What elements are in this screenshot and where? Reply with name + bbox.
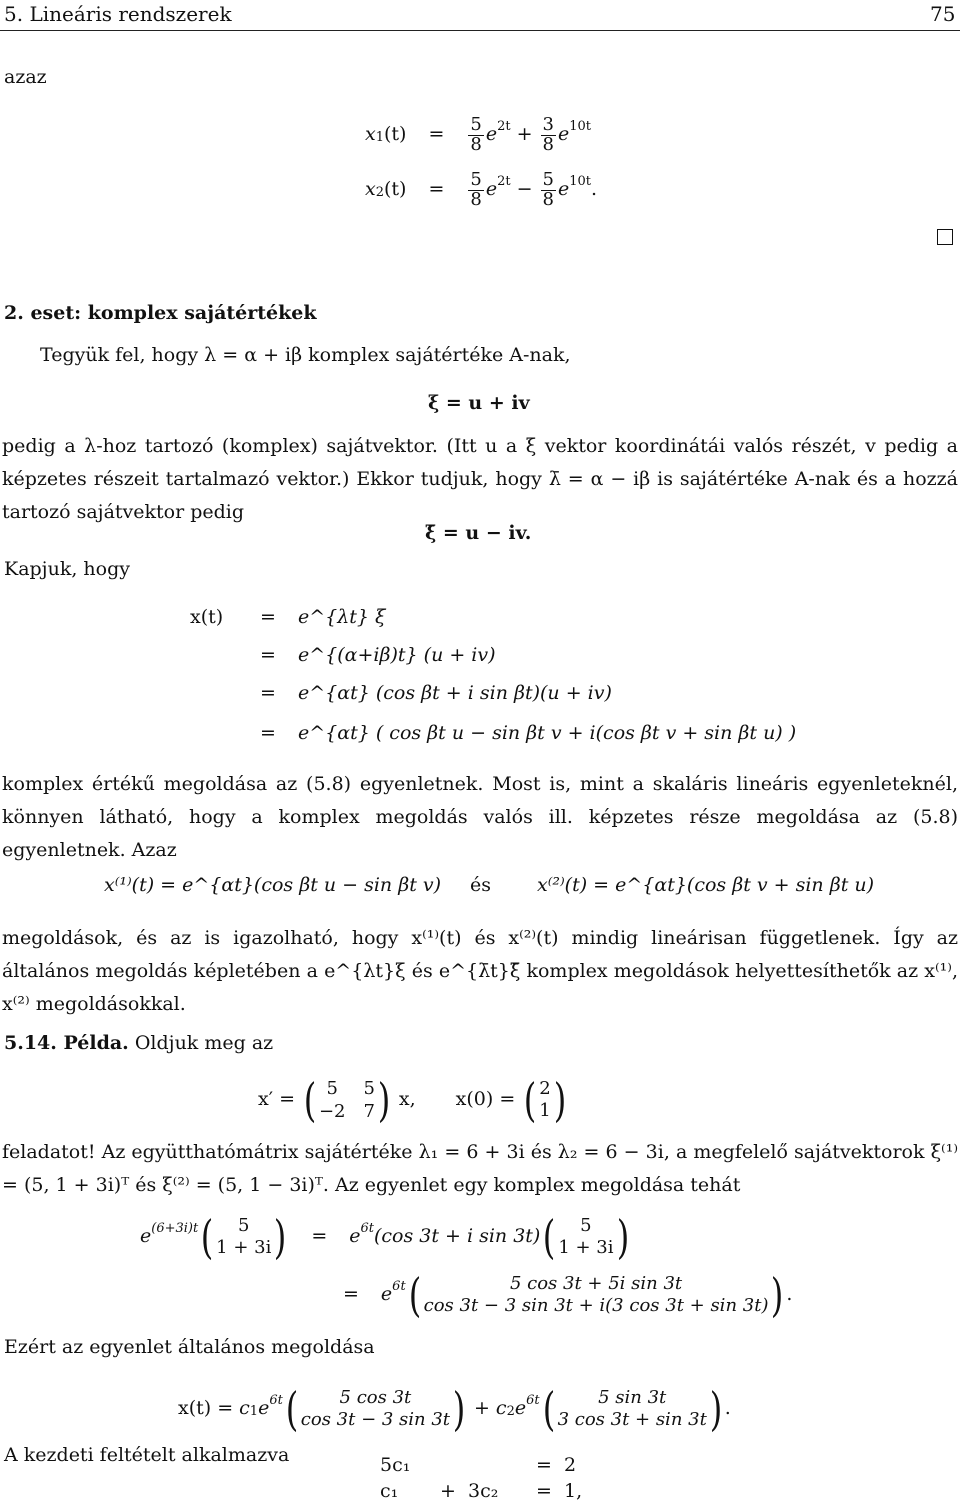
intro-word: azaz — [4, 66, 47, 88]
kapjuk-text: Kapjuk, hogy — [4, 558, 130, 580]
case2-line1: Tegyük fel, hogy λ = α + iβ komplex sajátértéke A-nak, — [40, 344, 571, 366]
derivation-row-2: e^{(α+iβ)t} (u + iv) — [298, 644, 496, 666]
example-system: x′ = ( 5 5 −2 7 ) x, x(0) = ( 2 1 ) — [258, 1072, 569, 1128]
solution-and: és — [470, 874, 491, 896]
complex-solution-row2: = e 6t ( 5 cos 3t + 5i sin 3t cos 3t − 3 sin 3t + i(3 cos 3t + sin 3t) ) . — [343, 1268, 793, 1322]
initial-label: A kezdeti feltételt alkalmazva — [4, 1444, 290, 1466]
case2-heading: 2. eset: komplex sajátértékek — [4, 302, 317, 324]
coefficient-matrix: ( 5 5 −2 7 ) — [303, 1073, 391, 1127]
derivation-row-3: e^{αt} (cos βt + i sin βt)(u + iv) — [298, 682, 612, 704]
derivation-row-1: e^{λt} ξ — [298, 606, 386, 628]
derivation-eq-3: = — [260, 682, 276, 704]
xibar-equation: ξ̄ = u − iv. — [425, 522, 532, 544]
case2-paragraph: pedig a λ-hoz tartozó (komplex) sajátvektor. (Itt u a ξ vektor koordinátái valós részét, v pedig a képzetes részeit tartalmazó vektor.) Ekkor tudjuk, hogy λ̄ = α − iβ is sajátértéke A-nak és a hozzá tartozó sajátvektor pedig — [2, 435, 958, 523]
page-number: 75 — [930, 2, 956, 26]
complex-solution-row1: e (6+3i)t ( 5 1 + 3i ) = e 6t (cos 3t + i sin 3t) ( 5 1 + 3i ) — [140, 1210, 629, 1264]
running-header-title: 5. Lineáris rendszerek — [4, 2, 232, 26]
paragraph-4: feladatot! Az együtthatómátrix sajátértéke λ₁ = 6 + 3i és λ₂ = 6 − 3i, a megfelelő sajátvektorok ξ⁽¹⁾ = (5, 1 + 3i)ᵀ és ξ⁽²⁾ = (5, 1 − 3i)ᵀ. Az egyenlet egy komplex megoldása tehát — [2, 1141, 958, 1196]
initial-vector: ( 2 1 ) — [523, 1073, 566, 1127]
header-rule — [0, 30, 960, 31]
derivation-eq-4: = — [260, 722, 276, 744]
derivation-row-4: e^{αt} ( cos βt u − sin βt v + i(cos βt v + sin βt u) ) — [298, 722, 797, 744]
paragraph-3: megoldások, és az is igazolható, hogy x⁽¹⁾(t) és x⁽²⁾(t) mindig lineárisan függetlenek. Így az általános megoldás képletében a e^{λt}ξ és e^{λ̄t}ξ̄ komplex megoldások helyettesíthetők az x⁽¹⁾, x⁽²⁾ megoldásokkal. — [2, 927, 958, 1015]
general-label: Ezért az egyenlet általános megoldása — [4, 1336, 375, 1358]
derivation-lhs: x(t) — [190, 606, 224, 628]
final-system: 5c₁ = 2 c₁ + 3c₂ = 1, — [380, 1454, 583, 1502]
paragraph-2: komplex értékű megoldása az (5.8) egyenletnek. Most is, mint a skaláris lineáris egyenleteknél, könnyen látható, hogy a komplex megoldás valós ill. képzetes része megoldása az (5.8) egyenletnek. Azaz — [2, 773, 958, 861]
xi-equation: ξ = u + iv — [428, 392, 530, 414]
x1-equation: x 1 (t) = $\frac{5}{8}$ e 2t + $\frac{3}{8}$ e 10t — [365, 113, 591, 155]
solution-x2: x⁽²⁾(t) = e^{αt}(cos βt v + sin βt u) — [537, 874, 875, 896]
general-solution: x(t) = c 1 e 6t ( 5 cos 3t cos 3t − 3 sin 3t ) + c 2 e 6t ( 5 sin 3t 3 cos 3t + sin 3t ) . — [178, 1382, 731, 1436]
solution-x1: x⁽¹⁾(t) = e^{αt}(cos βt u − sin βt v) — [104, 874, 442, 896]
x2-equation: x 2 (t) = $\frac{5}{8}$ e 2t − $\frac{5}{8}$ e 10t . — [365, 168, 598, 210]
derivation-eq-1: = — [260, 606, 276, 628]
qed-square-icon — [937, 229, 953, 245]
example-heading: 5.14. Példa. Oldjuk meg az — [4, 1032, 274, 1054]
derivation-eq-2: = — [260, 644, 276, 666]
